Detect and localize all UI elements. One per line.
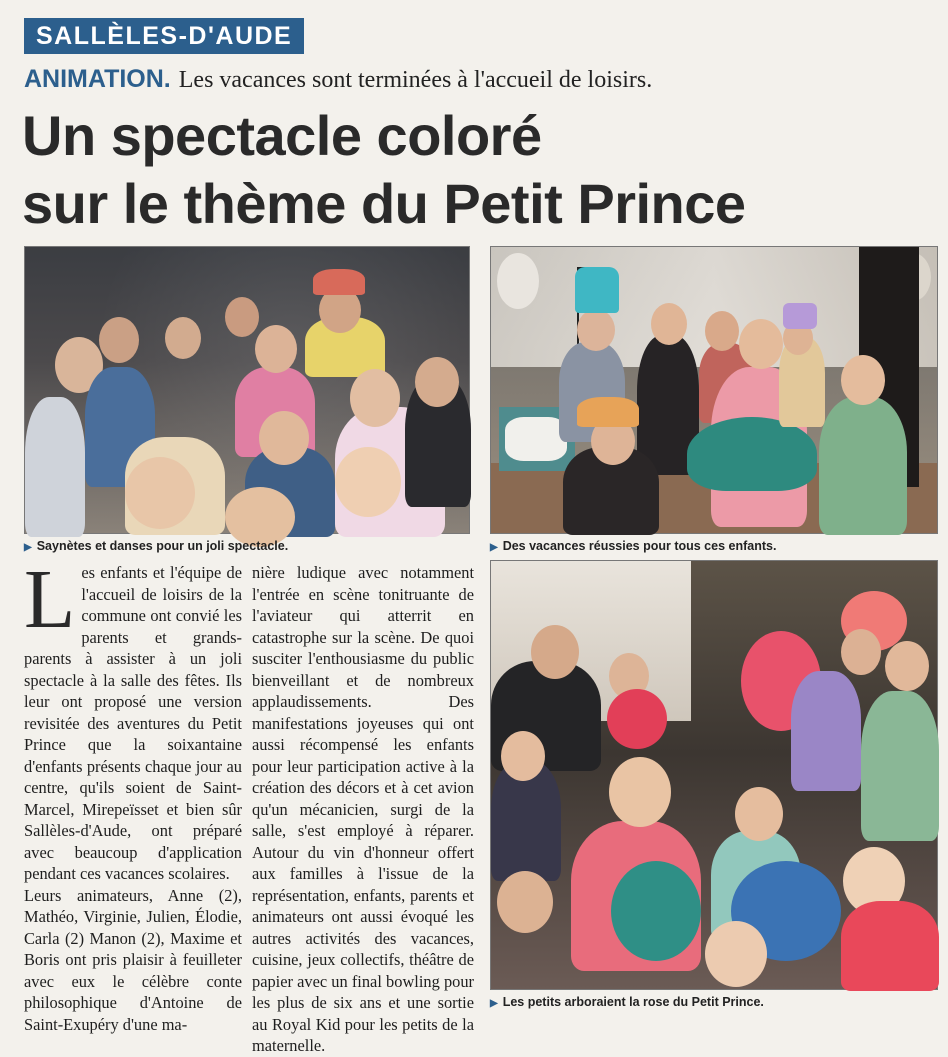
- caption-text-1: Saynètes et danses pour un joli spectacle.: [36, 539, 289, 553]
- headline-line-2: sur le thème du Petit Prince: [22, 172, 746, 235]
- caption-bullet-icon: ▶: [490, 998, 498, 1009]
- photo-costumed-children: [490, 246, 938, 534]
- caption-text-2: Des vacances réussies pour tous ces enfants.: [502, 539, 777, 553]
- caption-text-3: Les petits arboraient la rose du Petit Prince.: [502, 995, 764, 1009]
- caption-bullet-icon: ▶: [24, 542, 32, 553]
- kicker-text: Les vacances sont terminées à l'accueil de loisirs.: [178, 67, 653, 93]
- photo-caption-2: [490, 538, 776, 556]
- photo-children-group: [24, 246, 470, 534]
- photo-children-roses: [490, 560, 938, 990]
- headline-line-1: Un spectacle coloré: [22, 104, 542, 167]
- photo-caption-3: [490, 994, 764, 1012]
- article-paragraph-1: [24, 553, 242, 885]
- kicker-tag: ANIMATION.: [24, 65, 171, 93]
- kicker: [24, 62, 652, 100]
- caption-bullet-icon: ▶: [490, 542, 498, 553]
- town-label: SALLÈLES-D'AUDE: [24, 18, 304, 54]
- article-column-1: [24, 553, 242, 1034]
- article-paragraph-3: nière ludique avec notamment l'entrée en scène tonitruante de l'aviateur qui atterrit en catastrophe sur la scène. De quoi susciter l'enthousiasme du public bienveillant et de nombreux applaudissements. Des manifestations joyeuses qui ont aussi récompensé les enfants pour leur participation active à la création des décors et à cet avion qu'un mécanicien, surgi de la salle, s'est employé à réparer. Autour du vin d'honneur offert aux familles à l'issue de la représentation, enfants, parents et animateurs ont aussi évoqué les autres activités des vacances, cuisine, jeux collectifs, théâtre de papier avec un final bowling pour les plus de six ans et une sortie au Royal Kid pour les petits de la maternelle.: [252, 563, 474, 1055]
- article-paragraph-2: Leurs animateurs, Anne (2), Mathéo, Virginie, Julien, Élodie, Carla (2) Manon (2), Maxime et Boris ont pris plaisir à feuilleter avec eux le célèbre conte philosophique d'Antoine de Saint-Exupéry d'une ma-: [24, 885, 242, 1034]
- article-column-2: [252, 562, 474, 1055]
- headline: [22, 102, 922, 238]
- drop-cap: L: [24, 553, 76, 646]
- article-paragraph-1-text: es enfants et l'équipe de l'accueil de loisirs de la commune ont convié les parents et grands-parents à assister à un joli spectacle à la salle des fêtes. Ils leur ont proposé une version revisitée des aventures du Petit Prince que la soixantaine d'enfants présents chaque jour au centre, qu'ils soient de Saint-Marcel, Mirepeïsset et bien sûr Sallèles-d'Aude, ont préparé avec beaucoup d'application pendant ces vacances scolaires.: [24, 563, 242, 883]
